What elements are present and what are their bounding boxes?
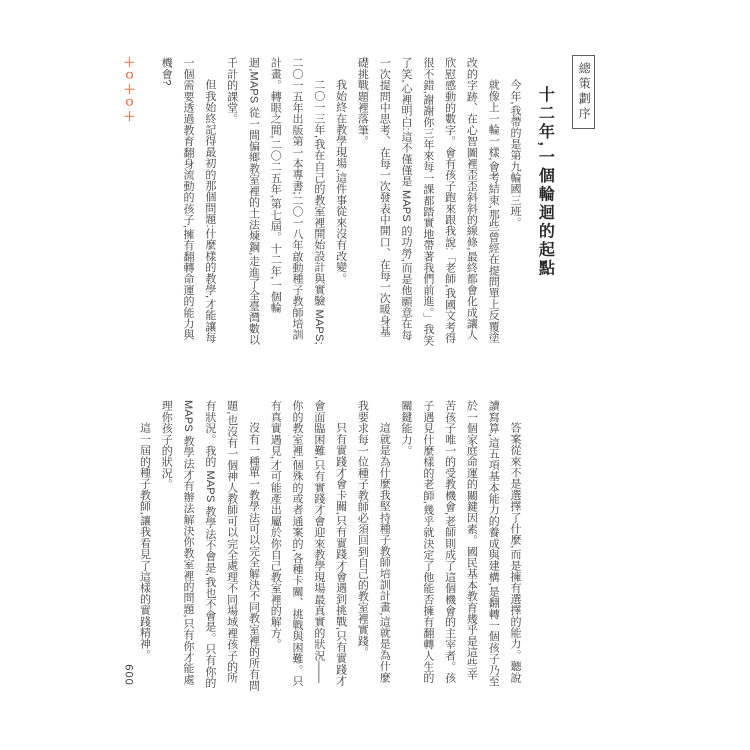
plus-circle-decoration-icon: ＋ｏ＋ｏ＋ — [122, 56, 136, 124]
top-text-block — [150, 57, 525, 348]
page-number: 009 — [124, 663, 136, 685]
paragraph: 答案從來不是選擇了什麼,而是擁有選擇的能力。聽說讀寫算,這五項基本能力的養成與建構,是翻轉一個孩子乃至於一個家庭命運的關鍵因素。國民基本教育幾乎是這些辛苦孩子唯一的受教機會,老師則成了這個機會的主宰者。孩子遇見什麼樣的老師,幾乎就決定了他能否擁有翻轉人生的關鍵能力。 — [400, 400, 521, 687]
paragraph: 但我始終記得最初的那個問題:什麼樣的教學,才能讓每一個需要透過教育翻身流動的孩子,擁有翻轉命運的能力與機會? — [160, 57, 216, 344]
paragraph: 這一屆的種子教師,讓我看見了這樣的實踐精神。 — [138, 422, 151, 661]
paragraph: 就像上一輪一樣,會考結束,那些曾經在提問單上反覆塗改的字跡、在心智圖裡歪歪斜斜的線條,最終都會化成讓人欣慰感動的數字。會有孩子跑來跟我說:「老師,我國文考得很不錯,謝謝你三年來每一課都踏實地帶著我們前進。」我笑了笑,心裡明白:這不僅僅是 MAPS 的功勞,而是他願意在每一次提問中思考、在每一次發表中開口、在每一次暖身基礎挑戰題裡落筆。 — [356, 57, 500, 346]
paragraph: 只有實踐才會卡關,只有實踐才會遇到挑戰,只有實踐才會面臨困難,只有實踐才會迎來教學現場最真實的狀況——你的教室裡,個殊的或者通案的,各種卡關、挑戰與困難。只有真實遇見,才可能產出屬於你自己教室裡的解方。 — [269, 400, 347, 687]
paragraph: 這就是為什麼我堅持種子教師培訓計畫,這就是為什麼我要求每一位種子教師必須回到自己的教室裡實踐。 — [356, 400, 391, 683]
paragraph: 我始終在教學現場,這件事從來沒有改變。 — [334, 79, 347, 284]
bottom-text-block — [128, 400, 525, 691]
paragraph: 二〇一三年,我在自己的教室裡開始設計與實驗 MAPS;二〇一五年出版第一本專書;二〇一八年啟動種子教師培訓計畫。轉眼之間,二〇二五年,第七屆。十二年,一個輪迴,MAPS 從一間偏鄉教室裡的土法煉鋼,走進了全臺灣數以千計的課堂。 — [225, 57, 325, 346]
paragraph: 沒有一種單一教學法可以完全解決不同教室裡的所有問題,也沒有一個神人教師可以完全處理不同場域裡孩子的所有狀況。我的 MAPS 教學法不會是,我也不會是。只有你的 MAPS 教學法才有辦法解決你教室裡的問題,只有你才能處理你孩子的狀況。 — [160, 400, 260, 691]
section-label: 總策劃序 — [572, 55, 595, 129]
paragraph: 今年,我帶的是第九輪國三班。 — [509, 79, 521, 228]
page-title: 十二年,一個輪迴的起點 — [536, 86, 554, 278]
